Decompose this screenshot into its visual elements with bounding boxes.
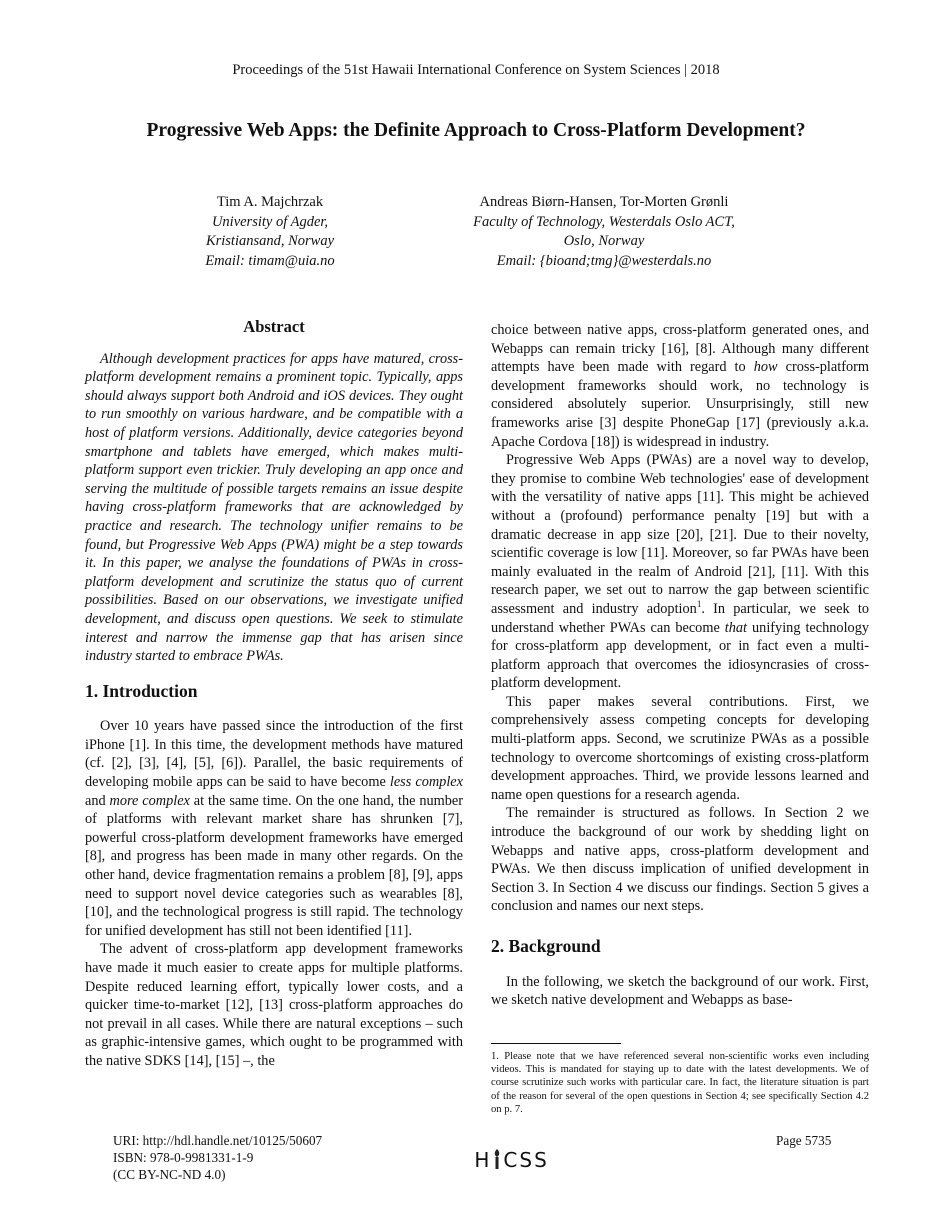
left-column	[85, 318, 463, 1071]
intro-paragraph-2: The advent of cross-platform app development frameworks have made it much easier to create apps for multiple platforms. Despite reduced learning effort, typically lower costs, and a quicker time-to-market [12], [13] cross-platform approaches do not prevail in all cases. While there are natural exceptions – such as graphic-intensive games, which ought to be programmed with the native SDKS [14], [15] –, the	[85, 941, 463, 1069]
section-heading-introduction: 1. Introduction	[85, 680, 198, 701]
hicss-logo: H CSS	[474, 1148, 549, 1172]
footnote-marker: 1	[696, 599, 702, 610]
section-heading-background: 2. Background	[491, 936, 601, 956]
paper-title: Progressive Web Apps: the Definite Approach to Cross-Platform Development?	[146, 120, 806, 141]
author-location: Oslo, Norway	[563, 233, 645, 249]
author-name: Andreas Biørn-Hansen, Tor-Morten Grønli	[479, 194, 729, 210]
author-email: Email: timam@uia.no	[205, 252, 335, 269]
right-column	[491, 321, 869, 1010]
page-number: Page 5735	[776, 1133, 832, 1148]
intro-paragraph-1: Over 10 years have passed since the introduction of the first iPhone [1]. In this time, the development methods have matured (cf. [2], [3], [4], [5], [6]). Parallel, the basic requirements of developing mobile apps can be said to have become less complex and more complex at the same time. On the one hand, the number of platforms with relevant market share has shrunken [7], powerful cross-platform development frameworks have emerged [8], and progress has been made in many other regards. On the other hand, device fragmentation remains a problem [8], [9], apps need to support novel device categories such as wearables [8], [10], and the technological progress is still rapid. The technology for unified development has still not been identified [11].	[85, 718, 463, 939]
footer-isbn: ISBN: 978-0-9981331-1-9	[113, 1150, 254, 1165]
footer-meta	[113, 1132, 322, 1183]
background-paragraph-1: In the following, we sketch the background of our work. First, we sketch native development and Webapps as base-	[491, 973, 869, 1009]
footnote-rule	[491, 1043, 621, 1044]
author-email: Email: {bioand;tmg}@westerdals.no	[496, 252, 712, 269]
author-block-1	[170, 193, 370, 271]
author-location: Kristiansand, Norway	[205, 233, 335, 249]
footer-url: URI: http://hdl.handle.net/10125/50607	[113, 1133, 323, 1148]
abstract-heading: Abstract	[243, 317, 305, 336]
author-name: Tim A. Majchrzak	[216, 194, 324, 210]
intro-paragraph-4: This paper makes several contributions. First, we comprehensively assess competing concepts for developing multi-platform apps. Second, we scrutinize PWAs as a possible technology to overcome shortcomings of existing cross-platform development approaches. Third, we provide lessons learned and name open questions for a research agenda.	[491, 693, 869, 803]
author-affiliation: University of Agder,	[211, 213, 329, 230]
proceedings-header: Proceedings of the 51st Hawaii International Conference on System Sciences | 2018	[232, 62, 720, 78]
intro-paragraph-2-continued: choice between native apps, cross-platform generated ones, and Webapps can remain tricky [16], [8]. Although many different attempts have been made with regard to how cross-platform development frameworks should work, no technology is considered absolutely superior. Unsurprisingly, still new frameworks arise [3] despite PhoneGap [17] (previously a.k.a. Apache Cordova [18]) is widespread in industry.	[491, 322, 869, 450]
footnote: 1. Please note that we have referenced several non-scientific works even including videos. This is mandated for staying up to date with the latest developments. We of course scrutinize such works with particular care. In fact, the literature situation is part of the reason for several of the open questions in Section 4; see specifically Section 4.2 on p. 7.	[491, 1051, 869, 1115]
author-affiliation: Faculty of Technology, Westerdals Oslo ACT,	[473, 213, 735, 230]
footer-license: (CC BY-NC-ND 4.0)	[113, 1167, 226, 1182]
intro-paragraph-3: Progressive Web Apps (PWAs) are a novel way to develop, they promise to combine Web technologies' ease of development with the versatility of native apps [11]. This might be achieved without a (profound) performance penalty [19] but with a dramatic decrease in app size [20], [21]. Due to their novelty, scientific coverage is low [11]. Moreover, so far PWAs have been mainly evaluated in the realm of Android [21], [11]. With this research paper, we set out to narrow the gap between scientific assessment and industry adoption$^1$. In particular, we seek to understand whether PWAs can become that unifying technology for cross-platform app development, or in fact even a multi-platform approach that overcomes the idiosyncrasies of cross-platform development.	[491, 452, 869, 692]
intro-paragraph-5: The remainder is structured as follows. In Section 2 we introduce the background of our work by shedding light on Webapps and native apps, cross-platform development and PWAs. We then discuss implication of unified development in Section 3. In Section 4 we discuss our findings. Section 5 gives a conclusion and names our next steps.	[491, 805, 869, 915]
abstract-text: Although development practices for apps have matured, cross-platform development remains a prominent topic. Typically, apps should always support both Android and iOS devices. They ought to run smoothly on various hardware, and be compatible with a host of platform versions. Additionally, device categories beyond smartphone and tablets have emerged, which makes multi-platform support even trickier. Truly developing an app once and serving the multitude of possible targets remains an issue despite having cross-platform frameworks that are acknowledged by practice and research. The technology unifier remains to be found, but Progressive Web Apps (PWA) might be a step towards it. In this paper, we analyse the foundations of PWAs in cross-platform development and scrutinize the status quo of current possibilities. Based on our observations, we investigate unified development, and discuss open questions. We seek to stimulate interest and narrow the immense gap that has arisen since industry started to embrace PWAs.	[85, 350, 463, 665]
author-block-2	[434, 193, 774, 271]
torch-icon	[491, 1148, 503, 1170]
